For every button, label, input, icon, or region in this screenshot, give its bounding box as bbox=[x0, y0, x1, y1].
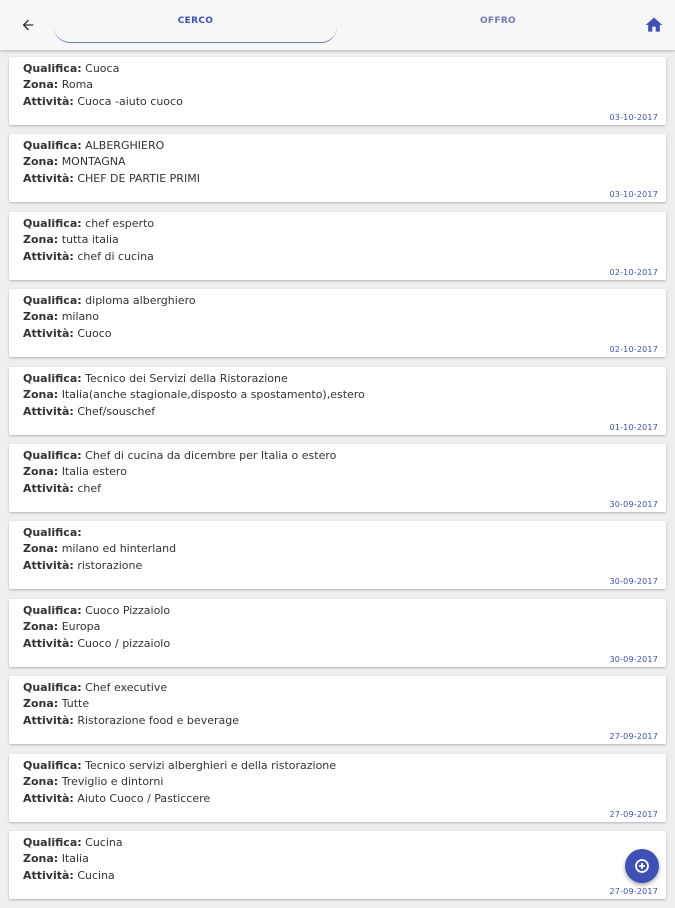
listing-qualifica-label: Qualifica: bbox=[23, 448, 82, 462]
listing-qualifica bbox=[23, 681, 167, 694]
listing-zona bbox=[23, 388, 365, 401]
listing-zona-value: tutta italia bbox=[61, 232, 119, 246]
listing-zona bbox=[23, 697, 89, 710]
listing-qualifica-label: Qualifica: bbox=[23, 294, 82, 308]
listing-qualifica bbox=[23, 526, 82, 539]
listing-card[interactable] bbox=[9, 444, 666, 512]
listing-zona bbox=[23, 852, 89, 865]
listing-attivita bbox=[23, 250, 154, 263]
arrow-left-icon bbox=[20, 17, 36, 33]
listing-date: 27-09-2017 bbox=[609, 809, 658, 819]
listing-attivita-label: Attività: bbox=[23, 95, 74, 108]
listing-zona-label: Zona: bbox=[23, 464, 59, 478]
listing-attivita bbox=[23, 327, 112, 340]
home-button[interactable] bbox=[643, 14, 665, 36]
listing-zona-value: Roma bbox=[61, 78, 94, 91]
listing-zona-value: Treviglio e dintorni bbox=[61, 774, 164, 788]
listing-attivita-value: CHEF DE PARTIE PRIMI bbox=[77, 172, 200, 186]
listing-attivita bbox=[23, 95, 183, 108]
listing-qualifica-label: Qualifica: bbox=[23, 835, 82, 849]
listing-date: 03-10-2017 bbox=[609, 190, 658, 200]
listing-card[interactable] bbox=[9, 754, 666, 822]
listing-attivita-value: Aiuto Cuoco / Pasticcere bbox=[77, 791, 211, 805]
back-button[interactable] bbox=[14, 12, 42, 38]
listing-qualifica-value: ALBERGHIERO bbox=[85, 139, 165, 153]
listing-zona-label: Zona: bbox=[23, 155, 59, 169]
listing-qualifica bbox=[23, 604, 170, 617]
listing-zona-value: Italia bbox=[61, 851, 89, 865]
listing-attivita bbox=[23, 792, 210, 805]
listing-card[interactable] bbox=[9, 367, 666, 435]
listing-date: 03-10-2017 bbox=[609, 113, 658, 122]
listing-attivita-value: ristorazione bbox=[77, 559, 143, 573]
listing-qualifica bbox=[23, 217, 154, 230]
listing-zona-value: Italia estero bbox=[61, 464, 127, 478]
app-header bbox=[0, 0, 675, 50]
listing-qualifica-label: Qualifica: bbox=[23, 681, 82, 695]
tab-cerco[interactable]: CERCO bbox=[54, 0, 337, 43]
listing-attivita-label: Attività: bbox=[23, 559, 74, 573]
listing-card[interactable] bbox=[9, 676, 666, 744]
listing-zona-label: Zona: bbox=[23, 697, 59, 711]
listing-attivita-label: Attività: bbox=[23, 714, 74, 728]
listing-card[interactable] bbox=[9, 599, 666, 667]
listing-qualifica-value: Cuoca bbox=[85, 62, 120, 75]
listing-qualifica bbox=[23, 372, 288, 385]
listing-attivita bbox=[23, 172, 200, 185]
listing-attivita bbox=[23, 405, 155, 418]
listing-attivita-value: chef di cucina bbox=[77, 249, 154, 263]
listing-zona bbox=[23, 78, 93, 91]
listing-attivita-label: Attività: bbox=[23, 481, 74, 495]
listing-attivita-value: Ristorazione food e beverage bbox=[77, 714, 239, 728]
add-icon bbox=[633, 857, 651, 875]
listing-attivita-label: Attività: bbox=[23, 868, 74, 882]
listing-zona-label: Zona: bbox=[23, 232, 59, 246]
listing-zona bbox=[23, 233, 119, 246]
listing-card[interactable] bbox=[9, 289, 666, 357]
listing-date: 30-09-2017 bbox=[609, 654, 658, 664]
listing-attivita-value: Cuoco / pizzaiolo bbox=[77, 636, 171, 650]
listing-attivita-value: Cucina bbox=[77, 868, 115, 882]
listing-card[interactable] bbox=[9, 831, 666, 899]
listing-date: 30-09-2017 bbox=[609, 577, 658, 587]
listing-qualifica bbox=[23, 836, 123, 849]
listing-qualifica-label: Qualifica: bbox=[23, 758, 82, 772]
listing-card[interactable] bbox=[9, 521, 666, 589]
listing-qualifica-value: Tecnico dei Servizi della Ristorazione bbox=[85, 371, 288, 385]
listing-qualifica bbox=[23, 294, 196, 307]
listing-zona-value: Tutte bbox=[61, 697, 90, 711]
listing-qualifica-label: Qualifica: bbox=[23, 603, 82, 617]
listing-qualifica-value: Chef di cucina da dicembre per Italia o estero bbox=[85, 448, 337, 462]
listing-qualifica-value: chef esperto bbox=[85, 216, 155, 230]
listing-zona bbox=[23, 542, 176, 555]
listing-qualifica-value: Tecnico servizi alberghieri e della ristorazione bbox=[85, 758, 337, 772]
listing-zona-label: Zona: bbox=[23, 542, 59, 556]
listing-qualifica-label: Qualifica: bbox=[23, 139, 82, 153]
listing-attivita bbox=[23, 637, 170, 650]
listing-date: 30-09-2017 bbox=[609, 499, 658, 509]
listing-attivita-value: chef bbox=[77, 481, 101, 495]
listing-qualifica bbox=[23, 139, 164, 152]
tab-offro[interactable]: OFFRO bbox=[479, 16, 517, 26]
listing-card[interactable] bbox=[9, 134, 666, 202]
listing-zona bbox=[23, 465, 127, 478]
listing-qualifica bbox=[23, 449, 336, 462]
listing-qualifica-label: Qualifica: bbox=[23, 371, 82, 385]
listing-list bbox=[9, 57, 666, 908]
listing-zona-label: Zona: bbox=[23, 851, 59, 865]
listing-attivita-label: Attività: bbox=[23, 791, 74, 805]
listing-zona-value: milano ed hinterland bbox=[61, 542, 177, 556]
home-icon bbox=[644, 15, 664, 35]
listing-qualifica-value: Cucina bbox=[85, 835, 123, 849]
listing-qualifica-value: Chef executive bbox=[85, 681, 168, 695]
listing-zona bbox=[23, 620, 100, 633]
listing-date: 02-10-2017 bbox=[609, 345, 658, 355]
listing-attivita-label: Attività: bbox=[23, 172, 74, 186]
listing-card[interactable] bbox=[9, 57, 666, 125]
listing-zona-label: Zona: bbox=[23, 774, 59, 788]
listing-attivita-label: Attività: bbox=[23, 327, 74, 341]
listing-zona-value: Italia(anche stagionale,disposto a spostamento),estero bbox=[61, 387, 365, 401]
listing-zona-value: Europa bbox=[61, 619, 101, 633]
listing-attivita-value: Cuoca -aiuto cuoco bbox=[77, 95, 183, 108]
listing-attivita-label: Attività: bbox=[23, 404, 74, 418]
listing-attivita-label: Attività: bbox=[23, 636, 74, 650]
listing-attivita bbox=[23, 482, 101, 495]
listing-qualifica-label: Qualifica: bbox=[23, 216, 82, 230]
listing-zona-label: Zona: bbox=[23, 310, 59, 324]
listing-qualifica bbox=[23, 759, 336, 772]
listing-zona bbox=[23, 310, 99, 323]
add-button[interactable] bbox=[625, 849, 659, 883]
listing-attivita bbox=[23, 869, 115, 882]
listing-zona-label: Zona: bbox=[23, 387, 59, 401]
listing-qualifica-value: Cuoco Pizzaiolo bbox=[85, 603, 171, 617]
listing-zona-label: Zona: bbox=[23, 78, 59, 91]
listing-qualifica-value: diploma alberghiero bbox=[85, 294, 196, 308]
listing-attivita-label: Attività: bbox=[23, 249, 74, 263]
listing-date: 27-09-2017 bbox=[609, 886, 658, 896]
listing-zona bbox=[23, 775, 163, 788]
listing-qualifica-label: Qualifica: bbox=[23, 526, 82, 540]
listing-zona bbox=[23, 155, 126, 168]
listing-zona-value: milano bbox=[61, 310, 99, 324]
listing-zona-label: Zona: bbox=[23, 619, 59, 633]
listing-date: 01-10-2017 bbox=[609, 422, 658, 432]
listing-date: 27-09-2017 bbox=[609, 732, 658, 742]
listing-qualifica bbox=[23, 62, 119, 75]
listing-attivita-value: Chef/souschef bbox=[77, 404, 156, 418]
listing-attivita-value: Cuoco bbox=[77, 327, 112, 341]
listing-card[interactable] bbox=[9, 212, 666, 280]
listing-qualifica-label: Qualifica: bbox=[23, 62, 82, 75]
listing-attivita bbox=[23, 559, 142, 572]
listing-attivita bbox=[23, 714, 239, 727]
listing-date: 02-10-2017 bbox=[609, 267, 658, 277]
listing-zona-value: MONTAGNA bbox=[61, 155, 126, 169]
